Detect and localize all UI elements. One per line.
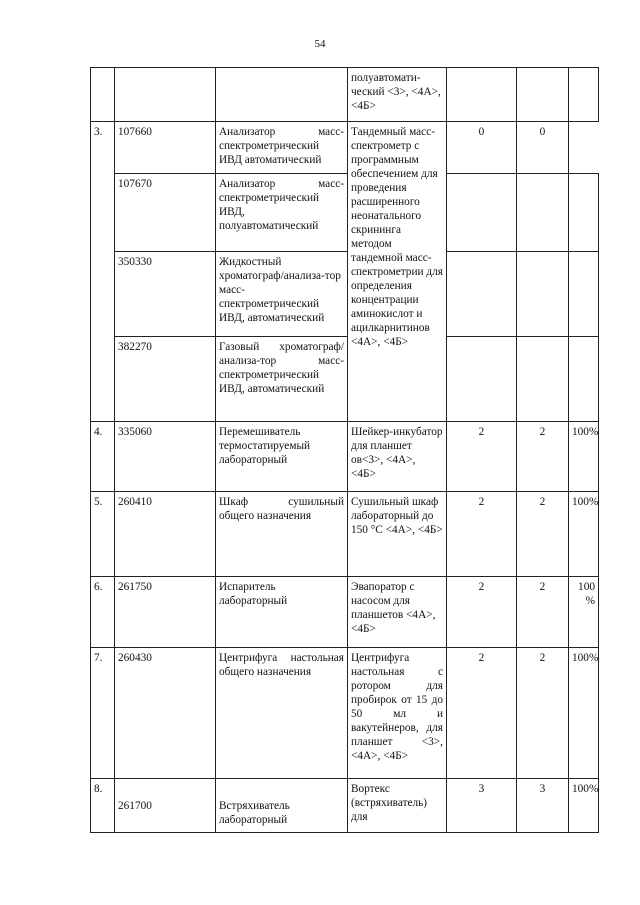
- cell-code: 107660: [115, 122, 216, 174]
- cell-required: [447, 174, 517, 252]
- table-row: [91, 492, 599, 577]
- cell-percent: [569, 68, 599, 122]
- cell-name: Встряхиватель лабораторный: [216, 779, 348, 833]
- cell-required: 2: [447, 422, 517, 492]
- equipment-table: [90, 67, 599, 833]
- cell-percent: 100%: [569, 422, 599, 492]
- cell-required: [447, 337, 517, 422]
- cell-available: [517, 174, 569, 252]
- cell-num: 4.: [91, 422, 115, 492]
- table-row: [91, 422, 599, 492]
- cell-required: 2: [447, 577, 517, 648]
- cell-desc: Эвапоратор с насосом для планшетов <4А>, <4Б>: [348, 577, 447, 648]
- cell-name: Жидкостный хроматограф/анализа-тор масс-спектрометрический ИВД, автоматический: [216, 252, 348, 337]
- cell-code: 260430: [115, 648, 216, 779]
- cell-desc: Вортекс (встряхиватель) для: [348, 779, 447, 833]
- cell-num: 6.: [91, 577, 115, 648]
- cell-code: 350330: [115, 252, 216, 337]
- cell-available: 2: [517, 422, 569, 492]
- table-row: [91, 779, 599, 833]
- cell-num: [91, 68, 115, 122]
- cell-code: 107670: [115, 174, 216, 252]
- cell-required: [447, 252, 517, 337]
- cell-available: [517, 68, 569, 122]
- cell-percent: 100%: [569, 492, 599, 577]
- cell-percent: [569, 174, 599, 252]
- table-row: [91, 122, 599, 174]
- cell-name: Газовый хроматограф/анализа-тор масс-спектрометрический ИВД, автоматический: [216, 337, 348, 422]
- cell-percent: 100 %: [569, 577, 599, 648]
- cell-available: 2: [517, 648, 569, 779]
- table-row: [91, 577, 599, 648]
- cell-name: Испаритель лабораторный: [216, 577, 348, 648]
- table-row: [91, 68, 599, 122]
- cell-desc: Сушильный шкаф лабораторный до 150 °С <4А>, <4Б>: [348, 492, 447, 577]
- table-row: [91, 252, 599, 337]
- cell-code: 261700: [115, 779, 216, 833]
- cell-available: 3: [517, 779, 569, 833]
- cell-available: 2: [517, 577, 569, 648]
- cell-desc: Шейкер-инкубатор для планшет ов<3>, <4А>, <4Б>: [348, 422, 447, 492]
- cell-num: 5.: [91, 492, 115, 577]
- cell-required: 0: [447, 122, 517, 174]
- cell-code: 261750: [115, 577, 216, 648]
- cell-num: 3.: [91, 122, 115, 422]
- table-row: [91, 337, 599, 422]
- cell-required: 2: [447, 648, 517, 779]
- cell-name: Анализатор масс-спектрометрический ИВД автоматический: [216, 122, 348, 174]
- cell-desc: Центрифуга настольная с ротором для пробирок от 15 до 50 мл и вакутейнеров, для планшет <3>, <4А>, <4Б>: [348, 648, 447, 779]
- cell-required: 3: [447, 779, 517, 833]
- cell-name: Шкаф сушильный общего назначения: [216, 492, 348, 577]
- cell-percent: [569, 122, 599, 174]
- cell-percent: 100%: [569, 779, 599, 833]
- page-number: 54: [314, 38, 326, 50]
- cell-percent: [569, 337, 599, 422]
- cell-code: [115, 68, 216, 122]
- cell-name: Центрифуга настольная общего назначения: [216, 648, 348, 779]
- cell-desc: Тандемный масс-спектрометр с программным обеспечением для проведения расширенного неонатального скрининга методом тандемной масс-спектрометрии для определения концентрации аминокислот и ацилкарнитинов <4А>, <4Б>: [348, 122, 447, 422]
- cell-available: [517, 252, 569, 337]
- table-row: [91, 174, 599, 252]
- cell-available: 0: [517, 122, 569, 174]
- cell-available: [517, 337, 569, 422]
- cell-name: [216, 68, 348, 122]
- cell-required: [447, 68, 517, 122]
- table-row: [91, 648, 599, 779]
- cell-desc: полуавтомати-ческий <3>, <4А>, <4Б>: [348, 68, 447, 122]
- cell-num: 7.: [91, 648, 115, 779]
- cell-code: 260410: [115, 492, 216, 577]
- cell-code: 335060: [115, 422, 216, 492]
- cell-required: 2: [447, 492, 517, 577]
- cell-num: 8.: [91, 779, 115, 833]
- cell-available: 2: [517, 492, 569, 577]
- cell-percent: 100%: [569, 648, 599, 779]
- cell-name: Перемешиватель термостатируемый лабораторный: [216, 422, 348, 492]
- cell-percent: [569, 252, 599, 337]
- cell-name: Анализатор масс-спектрометрический ИВД, полуавтоматический: [216, 174, 348, 252]
- cell-code: 382270: [115, 337, 216, 422]
